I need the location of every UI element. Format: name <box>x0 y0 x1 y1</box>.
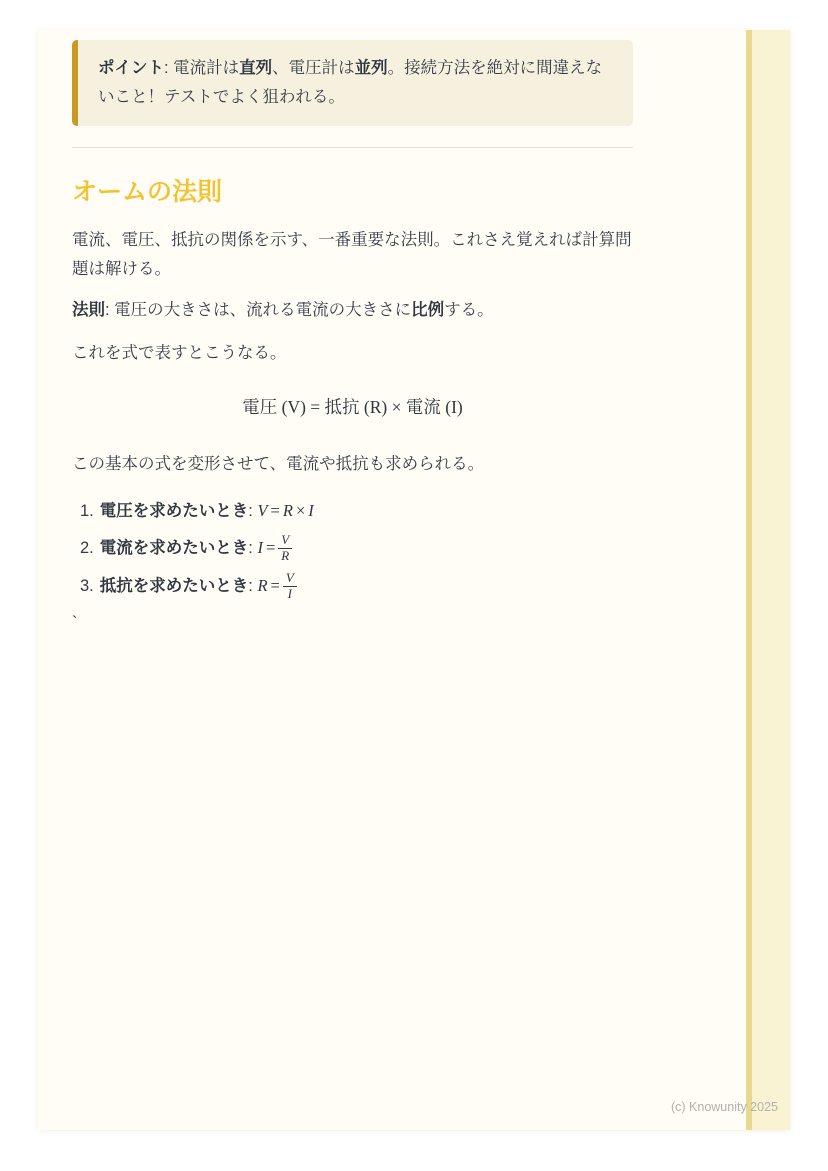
math-var: R <box>282 501 293 520</box>
math-fraction <box>283 571 297 602</box>
formula-lead-paragraph: これを式で表すとこうなる。 <box>72 344 287 362</box>
list-item-label: 抵抗を求めたいとき <box>99 576 249 595</box>
transform-paragraph: この基本の式を変形させて、電流や抵抗も求められる。 <box>72 455 485 473</box>
page-edge-stripe <box>746 30 790 1130</box>
math-var: I <box>308 501 314 520</box>
callout-text: 、電圧計は <box>272 59 355 77</box>
list-item-resistance <box>80 571 633 602</box>
law-text: : 電圧の大きさは、流れる電流の大きさに <box>105 301 412 319</box>
intro-paragraph: 電流、電圧、抵抗の関係を示す、一番重要な法則。これさえ覚えれば計算問題は解ける。 <box>72 231 632 278</box>
fraction-denominator: I <box>287 585 292 601</box>
math-expression-v <box>257 501 313 520</box>
section-heading-ohms-law: オームの法則 <box>72 178 223 206</box>
list-item-label: 電流を求めたいとき <box>99 539 249 557</box>
fraction-numerator: V <box>278 533 292 549</box>
list-colon: : <box>248 539 258 557</box>
list-number: 3. <box>80 576 94 595</box>
document-page <box>38 30 790 1130</box>
math-equals: = <box>270 501 280 520</box>
callout-text: : 電流計は <box>164 59 240 77</box>
formula-list <box>72 496 633 602</box>
fraction-denominator: R <box>281 548 290 563</box>
callout-bold-series: 直列 <box>239 59 273 77</box>
list-item-current <box>80 533 633 564</box>
callout-label: ポイント <box>98 59 164 77</box>
fraction-numerator: V <box>283 571 297 587</box>
callout-text: 。接続方法を絶対に間違えないこと！テストでよく狙われる。 <box>98 59 603 106</box>
document-content <box>72 30 633 638</box>
math-var: R <box>257 575 268 595</box>
math-times: × <box>295 501 306 520</box>
stray-backtick: ` <box>72 613 78 632</box>
point-callout <box>72 40 633 126</box>
math-var: V <box>257 501 268 520</box>
main-formula: 電圧 (V) = 抵抗 (R) × 電流 (I) <box>242 397 463 417</box>
math-expression-i <box>257 532 292 563</box>
list-colon: : <box>248 502 258 520</box>
list-item-label: 電圧を求めたいとき <box>99 502 249 520</box>
copyright-footer: (c) Knowunity 2025 <box>670 1100 778 1114</box>
law-bold-proportional: 比例 <box>411 301 445 319</box>
law-paragraph <box>72 296 633 325</box>
law-text: する。 <box>444 301 494 319</box>
math-equals: = <box>265 538 276 557</box>
list-item-voltage <box>80 496 633 526</box>
section-divider <box>72 147 633 148</box>
math-equals: = <box>270 575 280 595</box>
law-label: 法則 <box>72 301 105 319</box>
list-number: 1. <box>80 502 94 520</box>
list-colon: : <box>248 576 258 595</box>
list-number: 2. <box>80 539 94 557</box>
callout-bold-parallel: 並列 <box>354 59 388 77</box>
math-expression-r <box>257 570 296 601</box>
math-fraction <box>278 533 292 564</box>
math-var: I <box>257 538 263 557</box>
